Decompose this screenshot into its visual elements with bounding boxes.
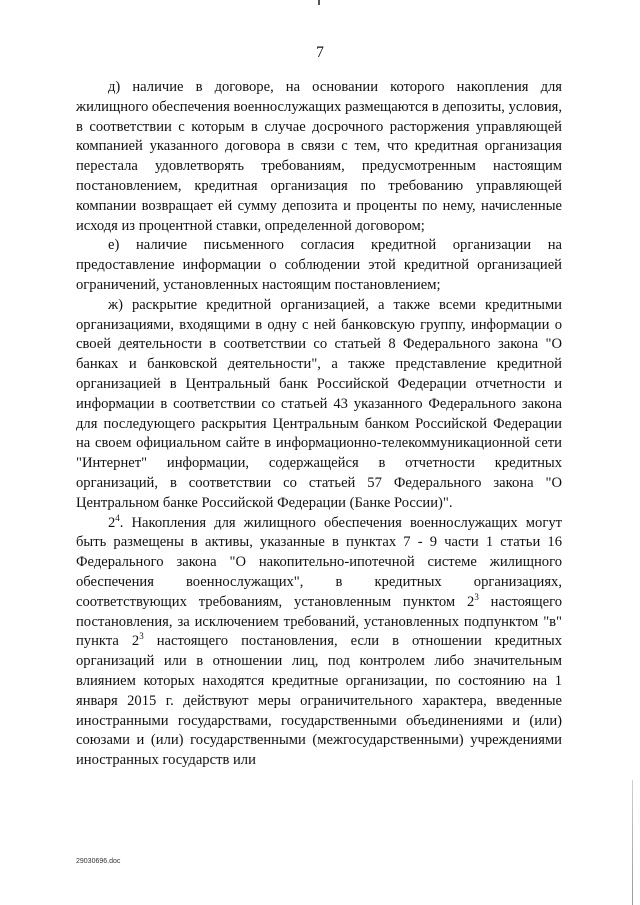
paragraph-number: 2 bbox=[108, 514, 116, 531]
paragraph-e: е) наличие письменного согласия кредитной организации на предоставление информации о соблюдении этой кредитной организацией ограничений, установленных настоящим постановлением; bbox=[76, 237, 562, 293]
paragraph-d: д) наличие в договоре, на основании которого накопления для жилищного обеспечения военнослужащих размещаются в депозиты, условия, в соответствии с которым в случае досрочного расторжения управляющей компанией указанного договора в связи с тем, что кредитная организация перестала удовлетворять требованиям, предусмотренным настоящим постановлением, кредитная организация по требованию управляющей компании возвращает ей сумму депозита и проценты по нему, начисленные исходя из процентной ставки, определенной договором; bbox=[76, 79, 562, 234]
document-body bbox=[76, 78, 562, 771]
reference-superscript-2: 3 bbox=[139, 631, 144, 642]
scan-edge-shadow bbox=[632, 780, 633, 905]
paragraph-text-part-2: настоящего постановления, за исключением требований, установленных подпунктом "в" пункта 2 bbox=[76, 593, 562, 650]
scan-top-mark bbox=[318, 0, 320, 5]
paragraph-zh: ж) раскрытие кредитной организацией, а также всеми кредитными организациями, входящими в одну с ней банковскую группу, информации о своей деятельности в соответствии со статьей 8 Федерального закона "О банках и банковской деятельности", а также представление кредитной организацией в Центральный банк Российской Федерации отчетности и информации в соответствии со статьей 43 указанного Федерального закона для последующего раскрытия Центральным банком Российской Федерации на своем официальном сайте в информационно-телекоммуникационной сети "Интернет" информации, содержащейся в отчетности кредитных организаций, в соответствии со статьей 57 Федерального закона "О Центральном банке Российской Федерации (Банке России)". bbox=[76, 296, 562, 511]
reference-superscript-1: 3 bbox=[474, 591, 479, 602]
paragraph-text-part-1: . Накопления для жилищного обеспечения военнослужащих могут быть размещены в активы, указанные в пунктах 7 - 9 части 1 статьи 16 Федерального закона "О накопительно-ипотечной системе жилищного обеспечения военнослужащих", в кредитных организациях, соответствующих требованиям, установленным пунктом 2 bbox=[76, 514, 562, 610]
paragraph-2-4 bbox=[76, 514, 562, 771]
document-filename: 29030696.doc bbox=[76, 858, 121, 865]
paragraph-number-superscript: 4 bbox=[115, 512, 120, 523]
page-number: 7 bbox=[316, 44, 324, 61]
paragraph-text-part-3: настоящего постановления, если в отношении кредитных организаций или в отношении лиц, под контролем либо значительным влиянием которых находятся кредитные организации, по состоянию на 1 января 2015 г. действуют меры ограничительного характера, введенные иностранными государствами, государственными объединениями и (или) союзами и (или) государственными (межгосударственными) учреждениями иностранных государств или bbox=[76, 633, 562, 769]
